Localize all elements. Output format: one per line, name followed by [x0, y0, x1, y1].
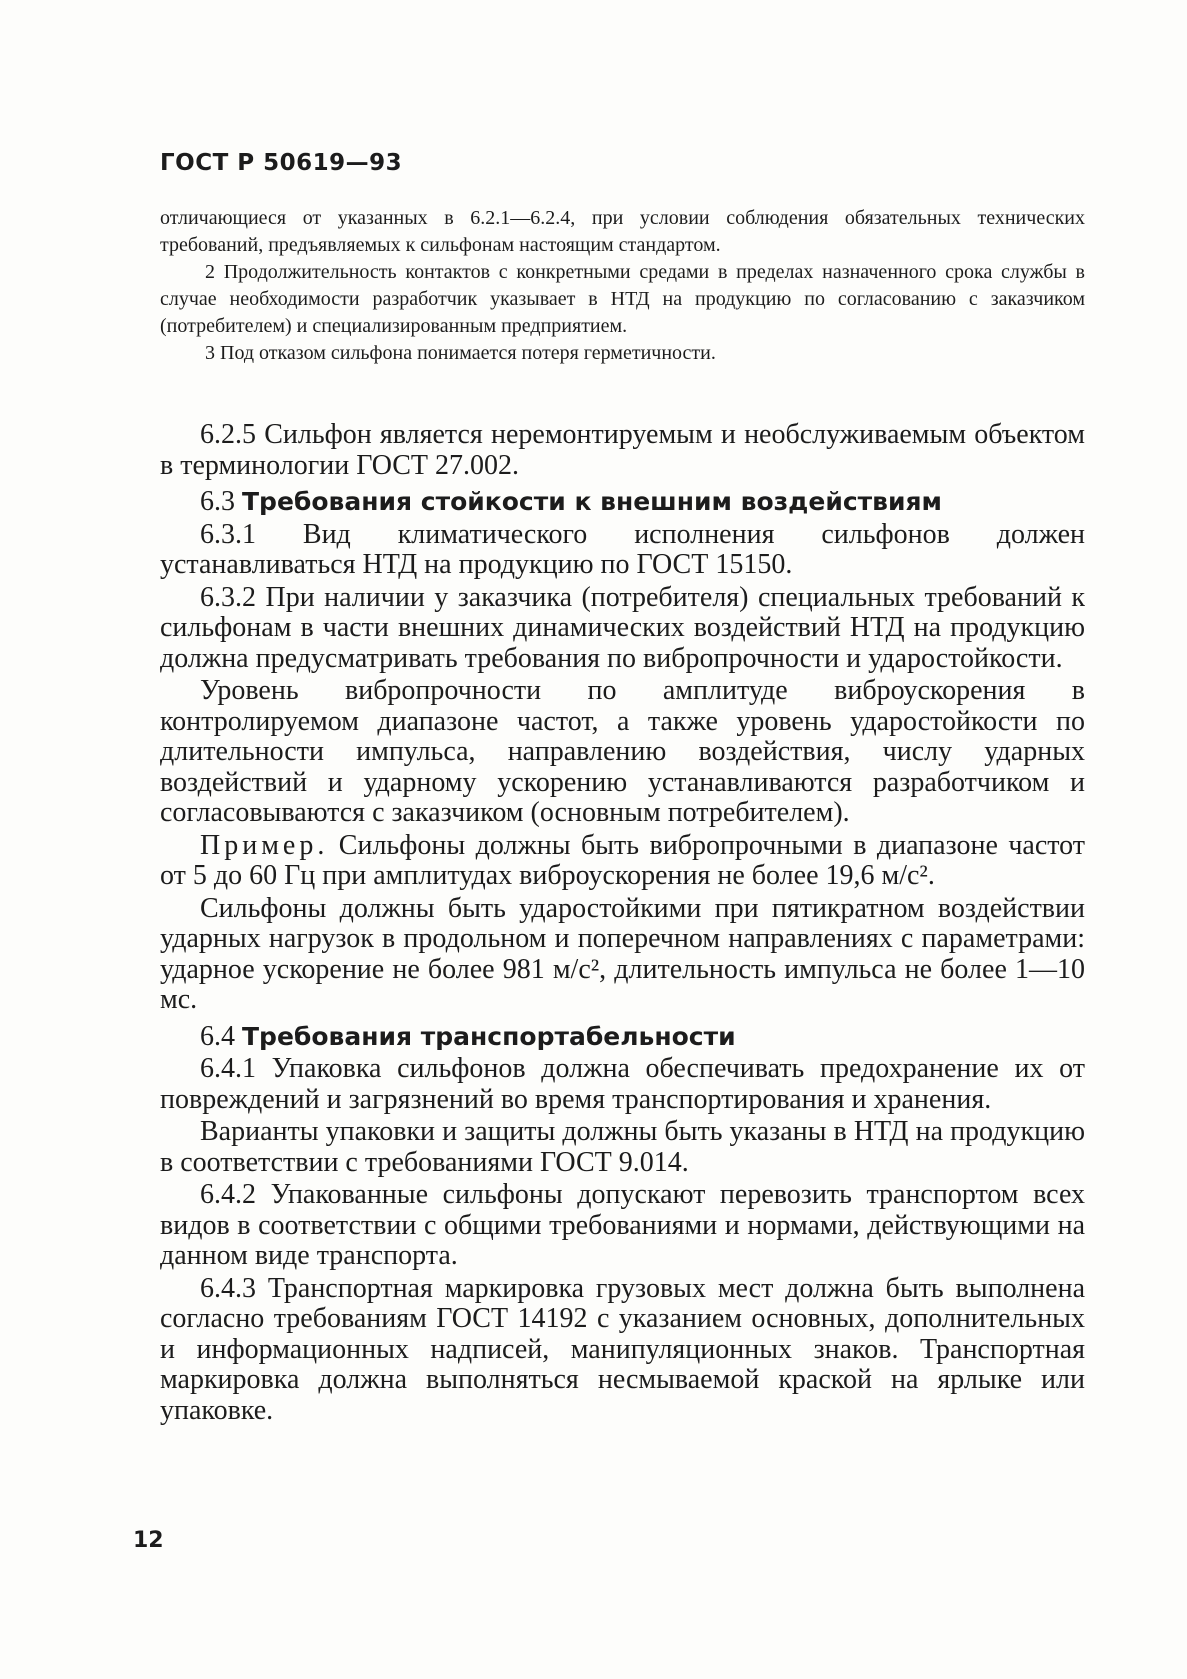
paragraph-6-4-1: 6.4.1 Упаковка сильфонов должна обеспечивать предохранение их от повреждений и загрязнений во время транспортирования и хранения. — [160, 1053, 1085, 1115]
section-title-6-4: Требования транспортабельности — [242, 1021, 736, 1051]
example-paragraph — [160, 831, 1085, 892]
document-id-header: ГОСТ Р 50619—93 — [160, 150, 403, 176]
paragraph-6-2-5: 6.2.5 Сильфон является неремонтируемым и необслуживаемым объектом в терминологии ГОСТ 27.002. — [160, 419, 1085, 481]
notes-block — [160, 205, 1085, 367]
paragraph-6-3-2: 6.3.2 При наличии у заказчика (потребителя) специальных требований к сильфонам в части внешних динамических воздействий НТД на продукцию должна предусматривать требования по вибропрочности и ударостойкости. — [160, 581, 1085, 674]
example-label: Пример. — [200, 829, 329, 861]
example-text: Сильфоны должны быть вибропрочными в диапазоне частот от 5 до 60 Гц при амплитудах виброускорения не более 19,6 м/с². — [160, 829, 1086, 891]
section-title-6-3: Требования стойкости к внешним воздействиям — [242, 487, 942, 516]
notes-continuation: отличающиеся от указанных в 6.2.1—6.2.4, при условии соблюдения обязательных технических требований, предъявляемых к сильфонам настоящим стандартом. — [160, 207, 1085, 256]
section-number-6-4: 6.4 — [200, 1020, 235, 1052]
note-3: 3 Под отказом сильфона понимается потеря герметичности. — [205, 342, 716, 364]
paragraph-6-3-1: 6.3.1 Вид климатического исполнения сильфонов должен устанавливаться НТД на продукцию по ГОСТ 15150. — [160, 518, 1085, 580]
section-heading-6-3 — [160, 487, 1085, 518]
note-2: 2 Продолжительность контактов с конкретными средами в пределах назначенного срока службы в случае необходимости разработчик указывает в НТД на продукцию по согласованию с заказчиком (потребителем) и специализированным предприятием. — [160, 261, 1085, 337]
paragraph-6-4-2: 6.4.2 Упакованные сильфоны допускают перевозить транспортом всех видов в соответствии с общими требованиями и нормами, действующими на данном виде транспорта. — [160, 1179, 1085, 1271]
section-number-6-3: 6.3 — [200, 486, 235, 517]
page-number: 12 — [133, 1528, 164, 1553]
paragraph-shock-resistance: Сильфоны должны быть ударостойкими при пятикратном воздействии ударных нагрузок в продольном и поперечном направлениях с параметрами: ударное ускорение не более 981 м/с², длительность импульса не более 1—10 мс. — [160, 892, 1085, 1015]
paragraph-vibration-level: Уровень вибропрочности по амплитуде виброускорения в контролируемом диапазоне частот, а также уровень ударостойкости по длительности импульса, направлению воздействия, числу ударных воздействий и ударному ускорению устанавливаются разработчиком и согласовываются с заказчиком (основным потребителем). — [160, 675, 1085, 828]
paragraph-6-4-3: 6.4.3 Транспортная маркировка грузовых мест должна быть выполнена согласно требованиям ГОСТ 14192 с указанием основных, дополнительных и информационных надписей, манипуляционных знаков. Транспортная маркировка должна выполняться несмываемой краской на ярлыке или упаковке. — [160, 1272, 1085, 1426]
section-heading-6-4 — [160, 1022, 1085, 1053]
paragraph-packaging-variants: Варианты упаковки и защиты должны быть указаны в НТД на продукцию в соответствии с требованиями ГОСТ 9.014. — [160, 1116, 1085, 1178]
main-text — [160, 420, 1085, 1426]
